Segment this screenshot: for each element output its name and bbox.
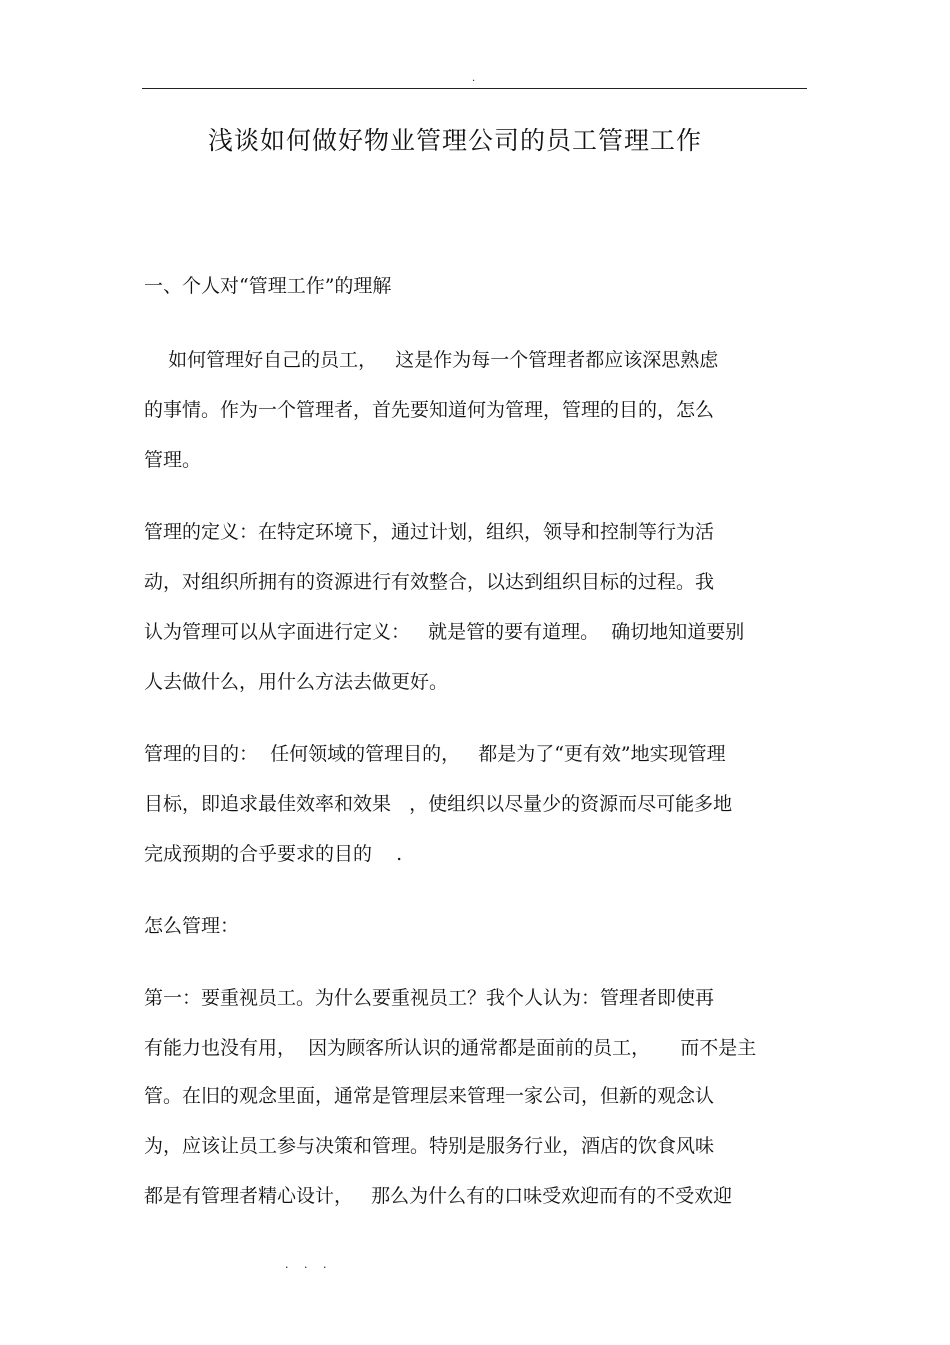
paragraph-5-line-2: 有能力也没有用， 因为顾客所认识的通常都是面前的员工， 而不是主 bbox=[144, 1037, 757, 1059]
header-mark: . bbox=[472, 73, 476, 84]
footer-mark: . . . bbox=[285, 1258, 333, 1271]
paragraph-5-line-1: 第一：要重视员工。为什么要重视员工？我个人认为：管理者即使再 bbox=[144, 987, 715, 1009]
paragraph-2-line-1: 管理的定义：在特定环境下，通过计划，组织，领导和控制等行为活 bbox=[144, 521, 715, 543]
header-rule bbox=[142, 88, 807, 89]
paragraph-5-line-5: 都是有管理者精心设计， 那么为什么有的口味受欢迎而有的不受欢迎 bbox=[144, 1185, 733, 1207]
paragraph-5-line-3: 管。在旧的观念里面，通常是管理层来管理一家公司，但新的观念认 bbox=[144, 1085, 715, 1107]
paragraph-4-line-1: 怎么管理： bbox=[144, 915, 240, 937]
paragraph-1-line-2: 的事情。作为一个管理者，首先要知道何为管理，管理的目的，怎么 bbox=[144, 399, 715, 421]
paragraph-2-line-2: 动，对组织所拥有的资源进行有效整合，以达到组织目标的过程。我 bbox=[144, 571, 715, 593]
section-heading: 一、个人对“管理工作”的理解 bbox=[144, 275, 392, 297]
paragraph-2-line-4: 人去做什么，用什么方法去做更好。 bbox=[144, 671, 449, 693]
paragraph-3-line-2: 目标，即追求最佳效率和效果 ，使组织以尽量少的资源而尽可能多地 bbox=[144, 793, 733, 815]
document-title: 浅谈如何做好物业管理公司的员工管理工作 bbox=[207, 126, 702, 155]
paragraph-1-line-3: 管理。 bbox=[144, 449, 202, 471]
paragraph-5-line-4: 为，应该让员工参与决策和管理。特别是服务行业，酒店的饮食风味 bbox=[144, 1135, 715, 1157]
paragraph-3-line-3: 完成预期的合乎要求的目的 . bbox=[144, 843, 403, 865]
paragraph-2-line-3: 认为管理可以从字面进行定义： 就是管的要有道理。 确切地知道要别 bbox=[144, 621, 745, 643]
paragraph-3-line-1: 管理的目的： 任何领域的管理目的， 都是为了“更有效”地实现管理 bbox=[144, 743, 726, 765]
paragraph-1-line-1: 如何管理好自己的员工， 这是作为每一个管理者都应该深思熟虑 bbox=[144, 349, 719, 371]
